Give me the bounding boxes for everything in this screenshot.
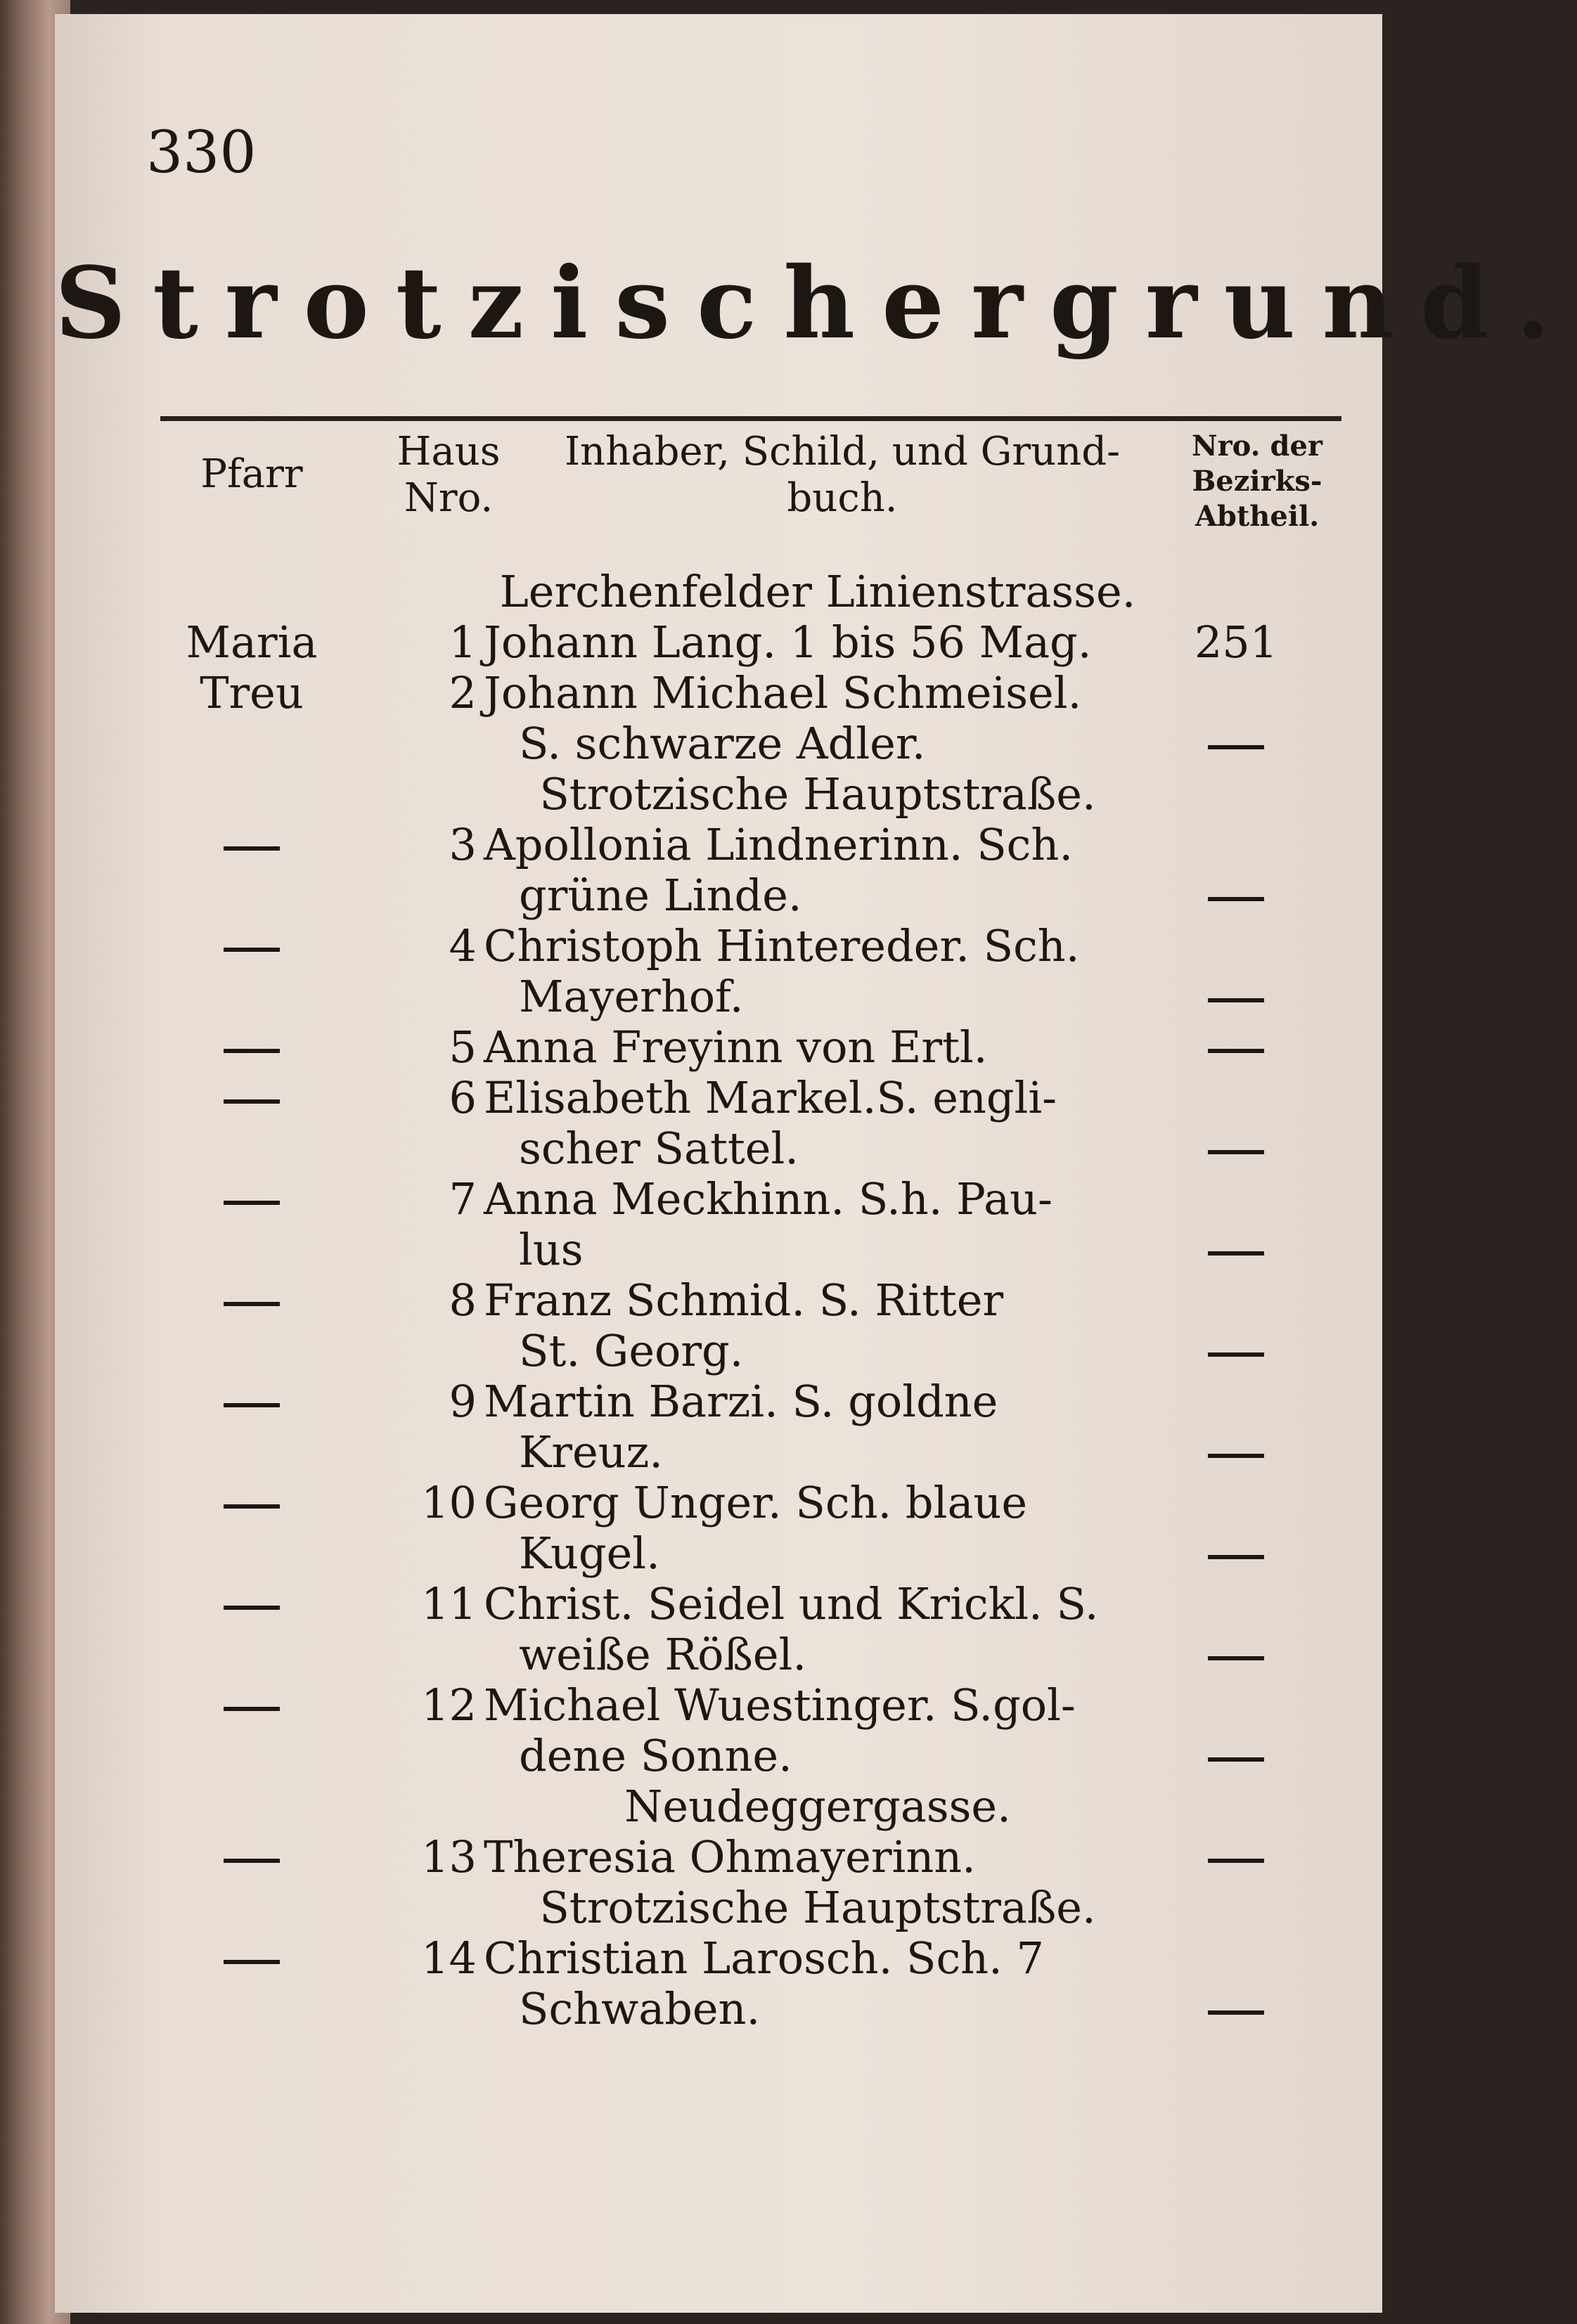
book-page — [55, 14, 1577, 2313]
street-heading — [55, 566, 1382, 615]
house-number: 11 — [421, 1578, 477, 1629]
register-line — [55, 920, 1382, 969]
register-line — [55, 1629, 1382, 1678]
owner-text: Christoph Hintereder. Sch. — [484, 920, 1080, 971]
owner-text: Christian Larosch. Sch. 7 — [484, 1932, 1044, 1984]
owner-text: Franz Schmid. S. Ritter — [484, 1274, 1004, 1326]
bezirk-ditto-dash — [1152, 718, 1320, 769]
house-number: 3 — [449, 819, 477, 870]
bezirk-ditto-dash — [1152, 1123, 1320, 1174]
owner-text: Christ. Seidel und Krickl. S. — [484, 1578, 1099, 1629]
owner-text: S. schwarze Adler. — [519, 718, 926, 769]
register-line — [55, 971, 1382, 1020]
owner-text: Michael Wuestinger. S.gol- — [484, 1679, 1076, 1731]
owner-text: Elisabeth Markel.S. engli- — [484, 1072, 1057, 1123]
owner-text: Schwaben. — [519, 1983, 761, 2034]
register-line — [55, 870, 1382, 919]
bezirk-ditto-dash — [1152, 1021, 1320, 1073]
register-line — [55, 1021, 1382, 1071]
register-line — [55, 1528, 1382, 1577]
bezirk-ditto-dash — [1152, 1983, 1320, 2034]
owner-text: Anna Freyinn von Ertl. — [484, 1021, 988, 1073]
bezirk-ditto-dash — [1152, 1528, 1320, 1579]
pfarr-ditto-dash — [160, 819, 343, 870]
register-line — [55, 1224, 1382, 1273]
register-line — [55, 1173, 1382, 1225]
house-number: 12 — [421, 1679, 477, 1731]
owner-text: lus — [519, 1224, 584, 1275]
owner-text: Kugel. — [519, 1528, 660, 1579]
owner-text: Martin Barzi. S. goldne — [484, 1376, 998, 1427]
street-heading — [55, 1781, 1382, 1830]
pfarr-ditto-dash — [160, 1679, 343, 1731]
pfarr-ditto-dash — [160, 1173, 343, 1225]
register-line — [55, 1730, 1382, 1779]
register-line — [55, 1477, 1382, 1526]
header-haus-nro: Haus Nro. — [397, 429, 501, 521]
register-line — [55, 1831, 1382, 1883]
header-rule — [160, 416, 1341, 421]
street-heading — [55, 1882, 1382, 1931]
bezirk-ditto-dash — [1152, 1629, 1320, 1680]
bezirk-ditto-dash — [1152, 1325, 1320, 1376]
page-number: 330 — [146, 120, 257, 186]
register-line — [55, 1376, 1382, 1425]
street-name: Neudeggergasse. — [624, 1781, 1011, 1832]
street-name: Lerchenfelder Linienstrasse. — [499, 566, 1136, 617]
house-number: 4 — [449, 920, 477, 971]
pfarr-ditto-dash — [160, 1072, 343, 1123]
street-heading — [55, 768, 1382, 818]
house-number: 7 — [449, 1173, 477, 1225]
house-number: 8 — [449, 1274, 477, 1326]
pfarr-ditto-dash — [160, 1274, 343, 1326]
bezirk-ditto-dash — [1152, 971, 1320, 1022]
header-bezirk: Nro. der Bezirks- Abtheil. — [1192, 430, 1322, 533]
pfarr-cell: Treu — [200, 667, 304, 718]
register-line — [55, 718, 1382, 767]
register-line — [55, 1932, 1382, 1982]
register-line — [55, 1325, 1382, 1374]
header-inhaber: Inhaber, Schild, und Grund- buch. — [564, 429, 1121, 521]
register-line — [55, 1426, 1382, 1476]
pfarr-ditto-dash — [160, 1021, 343, 1073]
owner-text: Theresia Ohmayerinn. — [484, 1831, 976, 1883]
house-number: 9 — [449, 1376, 477, 1427]
house-number: 5 — [449, 1021, 477, 1073]
owner-text: St. Georg. — [519, 1325, 744, 1376]
register-line — [55, 1274, 1382, 1324]
street-name: Strotzische Hauptstraße. — [539, 1882, 1096, 1933]
register-line — [55, 616, 1382, 666]
bezirk-ditto-dash — [1152, 1426, 1320, 1478]
register-line — [55, 1072, 1382, 1121]
house-number: 14 — [421, 1932, 477, 1984]
house-number: 1 — [449, 616, 477, 668]
owner-text: Anna Meckhinn. S.h. Pau- — [484, 1173, 1053, 1225]
pfarr-ditto-dash — [160, 1932, 343, 1984]
register-line — [55, 667, 1382, 716]
bezirk-ditto-dash — [1152, 1831, 1320, 1883]
pfarr-cell: Maria — [186, 616, 318, 668]
register-line — [55, 1578, 1382, 1627]
owner-text: scher Sattel. — [519, 1123, 799, 1174]
pfarr-ditto-dash — [160, 1578, 343, 1629]
house-number: 13 — [421, 1831, 477, 1883]
owner-text: Apollonia Lindnerinn. Sch. — [484, 819, 1074, 870]
house-number: 2 — [449, 667, 477, 718]
pfarr-ditto-dash — [160, 1831, 343, 1883]
owner-text: Georg Unger. Sch. blaue — [484, 1477, 1028, 1528]
header-pfarr: Pfarr — [200, 451, 303, 497]
page-title: Strotzischergrund. — [55, 246, 1577, 361]
bezirk-ditto-dash — [1152, 870, 1320, 921]
register-line — [55, 1123, 1382, 1172]
street-name: Strotzische Hauptstraße. — [539, 768, 1096, 820]
house-number: 6 — [449, 1072, 477, 1123]
bezirk-number: 251 — [1194, 616, 1278, 668]
owner-text: Mayerhof. — [519, 971, 744, 1022]
owner-text: Johann Michael Schmeisel. — [484, 667, 1082, 718]
pfarr-ditto-dash — [160, 1376, 343, 1427]
pfarr-ditto-dash — [160, 920, 343, 971]
pfarr-ditto-dash — [160, 1477, 343, 1528]
owner-text: dene Sonne. — [519, 1730, 792, 1781]
owner-text: Johann Lang. 1 bis 56 Mag. — [484, 616, 1092, 668]
register-line — [55, 1983, 1382, 2032]
owner-text: weiße Rößel. — [519, 1629, 807, 1680]
register-line — [55, 819, 1382, 868]
bezirk-ditto-dash — [1152, 1224, 1320, 1275]
owner-text: grüne Linde. — [519, 870, 802, 921]
register-line — [55, 1679, 1382, 1729]
bezirk-ditto-dash — [1152, 1730, 1320, 1781]
owner-text: Kreuz. — [519, 1426, 663, 1478]
house-number: 10 — [421, 1477, 477, 1528]
